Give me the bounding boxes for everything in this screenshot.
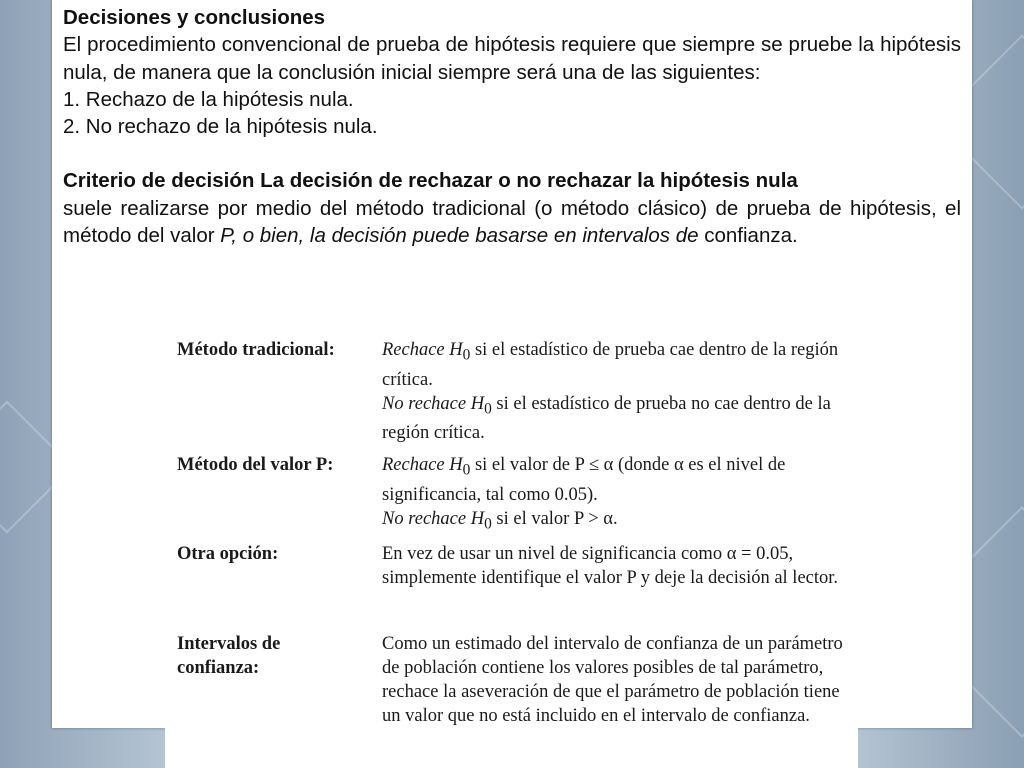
method-description: Como un estimado del intervalo de confianza de un parámetro de población contiene los valores posibles de tal parámetro, rechace la aseveración de que el parámetro de población tiene un valor que no está incluido en el intervalo de confianza.: [382, 634, 843, 726]
method-term: Otra opción:: [177, 544, 279, 564]
method-description: Rechace $H_0$ si el valor de P ≤ α (donde α es el nivel de significancia, tal como 0.05). No rechace $H_0$ si el valor P > α.: [382, 455, 786, 533]
list-item: 1. Rechazo de la hipótesis nula.: [63, 87, 354, 111]
slide-heading: Decisiones y conclusiones: [63, 6, 326, 29]
method-term: Método tradicional:: [177, 340, 335, 360]
method-description: En vez de usar un nivel de significancia como α = 0.05, simplemente identifique el valor P y deje la decisión al lector.: [382, 544, 839, 588]
method-term: Intervalos de confianza:: [177, 634, 281, 678]
methods-table-image: [165, 318, 858, 768]
text-block: [63, 4, 961, 249]
intro-paragraph: El procedimiento convencional de prueba de hipótesis requiere que siempre se pruebe la hipótesis nula, de manera que la conclusión inicial siempre será una de las siguientes:: [63, 33, 961, 84]
method-description: Rechace $H_0$ si el estadístico de prueba cae dentro de la región crítica. No rechace $H_0$ si el estadístico de prueba no cae dentro de la región crítica.: [382, 340, 839, 444]
criterio-heading: Criterio de decisión La decisión de rechazar o no rechazar la hipótesis nula: [63, 169, 798, 193]
method-term: Método del valor P:: [177, 455, 334, 475]
list-item: 2. No rechazo de la hipótesis nula.: [63, 115, 378, 139]
criterio-paragraph: suele realizarse por medio del método tradicional (o método clásico) de prueba de hipótesis, el método del valor P, o bien, la decisión puede basarse en intervalos de confianza.: [63, 196, 961, 248]
